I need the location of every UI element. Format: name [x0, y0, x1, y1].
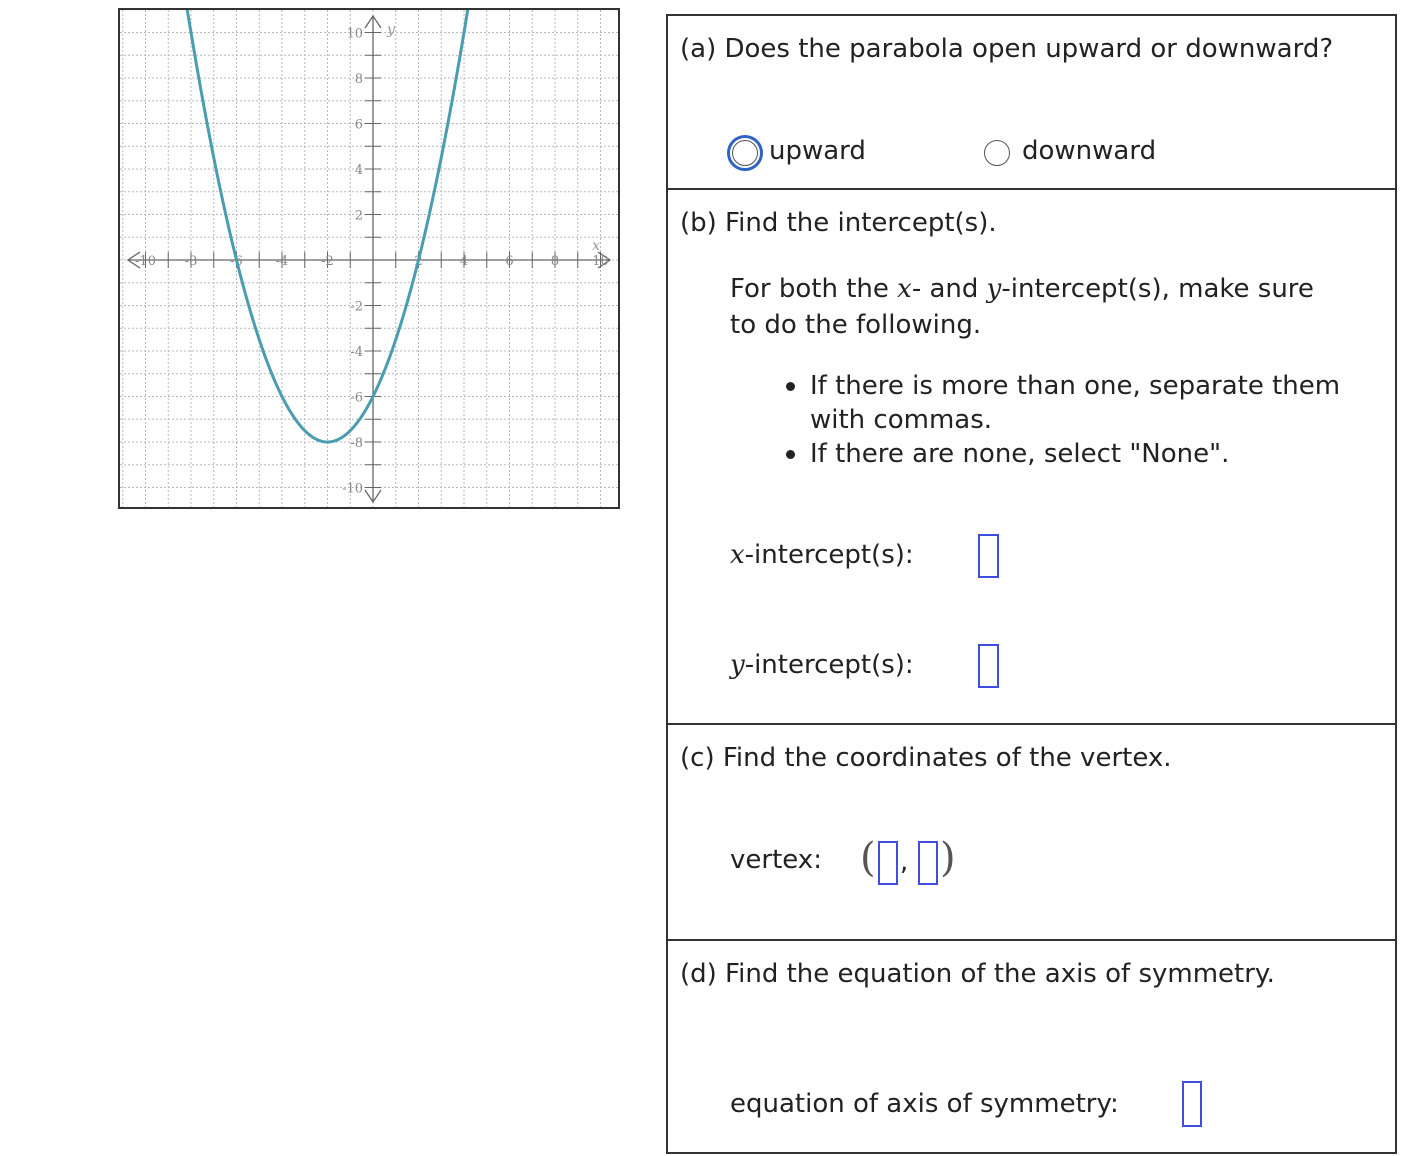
- x-intercept-label: x-intercept(s):: [730, 540, 914, 570]
- question-b-prompt: (b) Find the intercept(s).: [680, 208, 997, 238]
- question-panel: [666, 14, 1397, 1154]
- intercept-instructions-line1: For both the x- and y-intercept(s), make sure: [730, 274, 1314, 304]
- downward-radio[interactable]: [984, 140, 1010, 166]
- x-tick-label: -6: [230, 254, 243, 269]
- downward-label[interactable]: downward: [1022, 136, 1157, 166]
- y-tick-label: 4: [354, 163, 363, 178]
- y-intercept-label: y-intercept(s):: [730, 650, 914, 680]
- y-tick-label: -2: [350, 299, 363, 315]
- x-axis-name: x: [592, 238, 600, 254]
- y-axis-name: y: [387, 22, 395, 38]
- question-d-prompt: (d) Find the equation of the axis of symmetry.: [680, 959, 1275, 989]
- question-a-prompt: (a) Does the parabola open upward or downward?: [680, 34, 1334, 64]
- intercept-instructions-line2: to do the following.: [730, 310, 982, 340]
- x-tick-label: 10: [592, 254, 609, 269]
- parabola-graph: [118, 8, 620, 509]
- upward-label[interactable]: upward: [769, 136, 866, 166]
- graph-canvas: [120, 10, 618, 507]
- vertex-open-paren: (: [860, 835, 876, 881]
- x-tick-label: -2: [321, 254, 334, 269]
- y-tick-label: 8: [354, 72, 363, 87]
- instruction-bullets: [784, 369, 1340, 471]
- section-d: [668, 939, 1395, 1156]
- vertex-x-input[interactable]: [878, 841, 898, 885]
- x-tick-label: -4: [275, 254, 289, 269]
- x-tick-label: 4: [459, 254, 469, 269]
- y-tick-label: -4: [350, 345, 363, 360]
- axis-of-symmetry-input[interactable]: [1182, 1081, 1202, 1127]
- y-tick-label: -10: [342, 481, 363, 497]
- x-tick-label: 6: [505, 254, 514, 269]
- bullet-none: If there are none, select "None".: [784, 437, 1340, 471]
- y-tick-label: -6: [350, 390, 363, 406]
- x-tick-label: -8: [184, 254, 198, 269]
- section-a: [668, 16, 1395, 188]
- vertex-close-paren: ): [940, 835, 956, 881]
- section-c: [668, 723, 1395, 941]
- y-intercept-input[interactable]: [978, 644, 999, 688]
- vertex-comma: ,: [900, 847, 909, 877]
- y-tick-label: 2: [354, 208, 363, 224]
- y-tick-label: 10: [346, 26, 363, 42]
- bullet-multiple: If there is more than one, separate them with commas.: [784, 369, 1340, 437]
- x-tick-label: -10: [135, 254, 156, 269]
- axis-of-symmetry-label: equation of axis of symmetry:: [730, 1089, 1119, 1119]
- x-tick-label: 8: [550, 254, 560, 269]
- y-tick-label: -8: [350, 436, 363, 451]
- upward-radio[interactable]: [732, 140, 758, 166]
- vertex-y-input[interactable]: [918, 841, 938, 885]
- x-tick-label: 2: [414, 254, 423, 269]
- y-tick-label: 6: [354, 117, 363, 133]
- vertex-label: vertex:: [730, 845, 822, 875]
- question-c-prompt: (c) Find the coordinates of the vertex.: [680, 743, 1172, 773]
- x-intercept-input[interactable]: [978, 534, 999, 578]
